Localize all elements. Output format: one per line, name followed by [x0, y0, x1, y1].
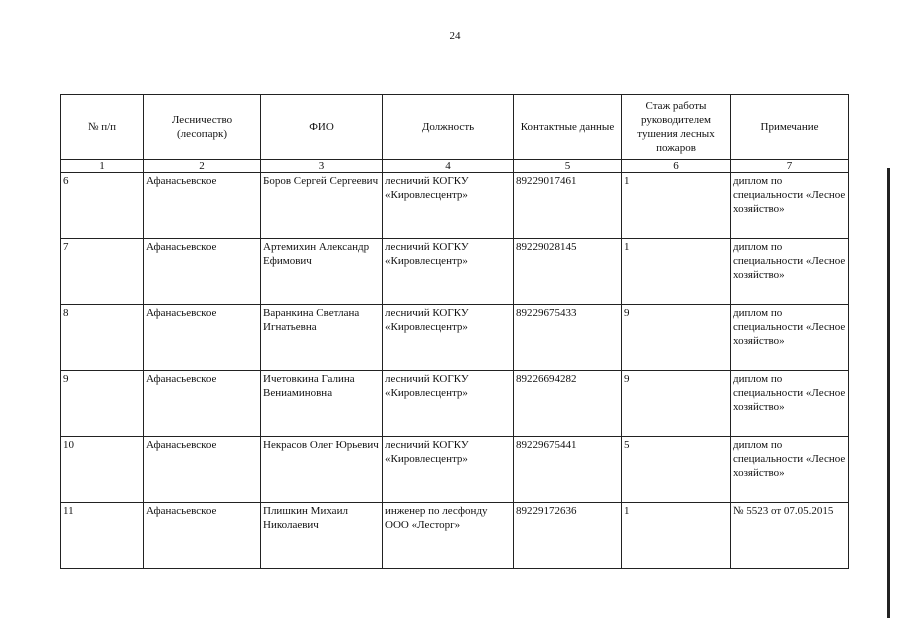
cell-position: лесничий КОГКУ «Кировлесцентр» [383, 305, 514, 371]
cell-note: диплом по специальности «Лесное хозяйство» [731, 305, 849, 371]
cell-name: Артемихин Александр Ефимович [261, 239, 383, 305]
cell-forestry: Афанасьевское [144, 239, 261, 305]
cell-forestry: Афанасьевское [144, 371, 261, 437]
cell-contact: 89229017461 [514, 173, 622, 239]
table-row [61, 239, 849, 305]
cell-contact: 89229172636 [514, 503, 622, 569]
table-row [61, 305, 849, 371]
cell-forestry: Афанасьевское [144, 173, 261, 239]
column-number: 4 [383, 160, 514, 173]
column-number: 1 [61, 160, 144, 173]
cell-contact: 89226694282 [514, 371, 622, 437]
cell-experience: 5 [622, 437, 731, 503]
cell-position: инженер по лесфонду ООО «Лесторг» [383, 503, 514, 569]
cell-experience: 1 [622, 239, 731, 305]
cell-position: лесничий КОГКУ «Кировлесцентр» [383, 173, 514, 239]
cell-num: 11 [61, 503, 144, 569]
cell-num: 9 [61, 371, 144, 437]
cell-note: диплом по специальности «Лесное хозяйство» [731, 239, 849, 305]
cell-name: Варанкина Светлана Игнатьевна [261, 305, 383, 371]
header-name: ФИО [261, 95, 383, 160]
cell-experience: 1 [622, 173, 731, 239]
cell-name: Плишкин Михаил Николаевич [261, 503, 383, 569]
cell-position: лесничий КОГКУ «Кировлесцентр» [383, 371, 514, 437]
header-row [61, 95, 849, 160]
cell-note: № 5523 от 07.05.2015 [731, 503, 849, 569]
cell-num: 10 [61, 437, 144, 503]
cell-name: Ичетовкина Галина Вениаминовна [261, 371, 383, 437]
cell-position: лесничий КОГКУ «Кировлесцентр» [383, 437, 514, 503]
column-number: 6 [622, 160, 731, 173]
cell-note: диплом по специальности «Лесное хозяйство» [731, 371, 849, 437]
scan-edge-line [887, 168, 890, 618]
cell-note: диплом по специальности «Лесное хозяйство» [731, 437, 849, 503]
table-row [61, 173, 849, 239]
header-forestry: Лесничество (лесопарк) [144, 95, 261, 160]
staff-table [60, 94, 849, 569]
cell-forestry: Афанасьевское [144, 437, 261, 503]
cell-num: 6 [61, 173, 144, 239]
cell-note: диплом по специальности «Лесное хозяйство» [731, 173, 849, 239]
column-number: 3 [261, 160, 383, 173]
header-num: № п/п [61, 95, 144, 160]
page-number: 24 [449, 30, 461, 42]
cell-position: лесничий КОГКУ «Кировлесцентр» [383, 239, 514, 305]
column-number-row [61, 160, 849, 173]
cell-num: 7 [61, 239, 144, 305]
cell-contact: 89229028145 [514, 239, 622, 305]
cell-forestry: Афанасьевское [144, 503, 261, 569]
header-note: Примечание [731, 95, 849, 160]
cell-name: Некрасов Олег Юрьевич [261, 437, 383, 503]
cell-contact: 89229675433 [514, 305, 622, 371]
header-position: Должность [383, 95, 514, 160]
header-contact: Контактные данные [514, 95, 622, 160]
cell-experience: 1 [622, 503, 731, 569]
cell-experience: 9 [622, 305, 731, 371]
cell-experience: 9 [622, 371, 731, 437]
table-row [61, 437, 849, 503]
cell-forestry: Афанасьевское [144, 305, 261, 371]
cell-contact: 89229675441 [514, 437, 622, 503]
column-number: 5 [514, 160, 622, 173]
cell-num: 8 [61, 305, 144, 371]
cell-name: Боров Сергей Сергеевич [261, 173, 383, 239]
column-number: 2 [144, 160, 261, 173]
header-experience: Стаж работы руководителем тушения лесных пожаров [622, 95, 731, 160]
table-row [61, 503, 849, 569]
table-row [61, 371, 849, 437]
column-number: 7 [731, 160, 849, 173]
